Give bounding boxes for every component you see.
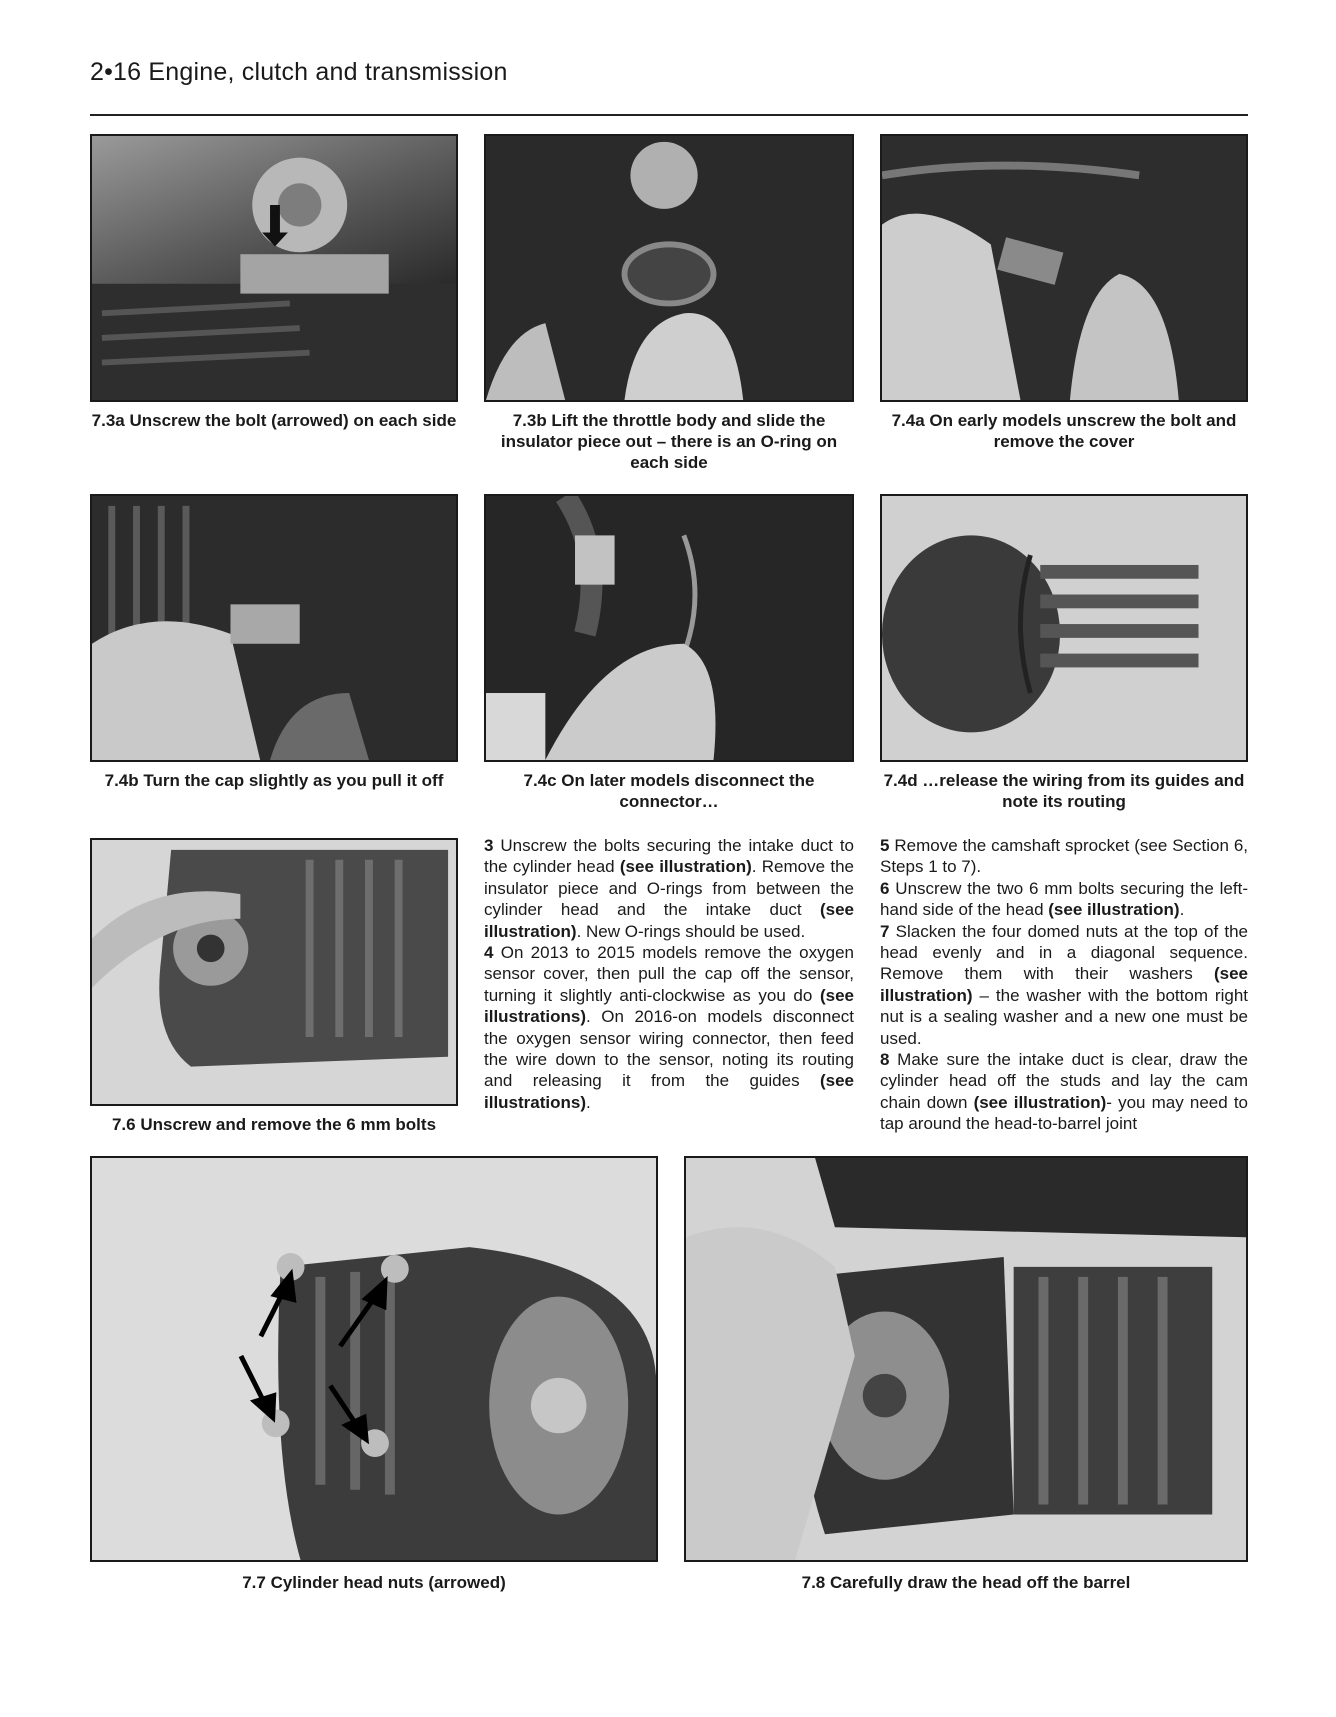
header-rule — [90, 114, 1248, 116]
caption-7-3b: 7.3b Lift the throttle body and slide the insulator piece out – there is an O-ring on each side — [500, 411, 838, 472]
photo-7-8 — [684, 1156, 1248, 1562]
photo-7-4a — [880, 134, 1248, 402]
caption-7-6: 7.6 Unscrew and remove the 6 mm bolts — [111, 1115, 437, 1134]
caption-7-4d: 7.4d …release the wiring from its guides and note its routing — [883, 771, 1245, 811]
paragraph-8: 8 Make sure the intake duct is clear, draw the cylinder head off the studs and lay the cam chain down (see illustration)- you may need to tap around the head-to-barrel joint — [880, 1050, 1248, 1134]
caption-7-4b: 7.4b Turn the cap slightly as you pull it off — [104, 771, 444, 790]
paragraph-5: 5 Remove the camshaft sprocket (see Section 6, Steps 1 to 7). — [880, 836, 1248, 877]
photo-7-4d — [880, 494, 1248, 762]
body-text-column-1 — [484, 835, 854, 1113]
caption-7-7: 7.7 Cylinder head nuts (arrowed) — [242, 1573, 506, 1592]
paragraph-7: 7 Slacken the four domed nuts at the top of the head evenly and in a diagonal sequence. Remove them with their washers (see illustration) – the washer with the bottom right nut is a sealing washer and a new one must be used. — [880, 921, 1248, 1048]
caption-7-3a: 7.3a Unscrew the bolt (arrowed) on each side — [91, 411, 457, 430]
photo-7-3a — [90, 134, 458, 402]
caption-7-4c: 7.4c On later models disconnect the connector… — [523, 771, 815, 811]
paragraph-4: 4 On 2013 to 2015 models remove the oxygen sensor cover, then pull the cap off the sensor, turning it slightly anti-clockwise as you do (see illustrations). On 2016-on models disconnect the oxygen sensor wiring connector, then feed the wire down to the sensor, noting its routing and releasing it from the guides (see illustrations). — [484, 943, 854, 1112]
photo-7-6 — [90, 838, 458, 1106]
photo-7-4c — [484, 494, 854, 762]
caption-7-4a: 7.4a On early models unscrew the bolt and remove the cover — [891, 411, 1237, 451]
photo-7-3b — [484, 134, 854, 402]
photo-7-4b — [90, 494, 458, 762]
body-text-column-2 — [880, 835, 1248, 1135]
page-header: 2•16 Engine, clutch and transmission — [90, 58, 508, 86]
paragraph-3: 3 Unscrew the bolts securing the intake duct to the cylinder head (see illustration). Remove the insulator piece and O-rings from between the cylinder head and the intake duct (see illustration). New O-rings should be used. — [484, 836, 854, 941]
photo-7-7 — [90, 1156, 658, 1562]
caption-7-8: 7.8 Carefully draw the head off the barrel — [801, 1573, 1131, 1592]
paragraph-6: 6 Unscrew the two 6 mm bolts securing the left-hand side of the head (see illustration). — [880, 878, 1248, 920]
